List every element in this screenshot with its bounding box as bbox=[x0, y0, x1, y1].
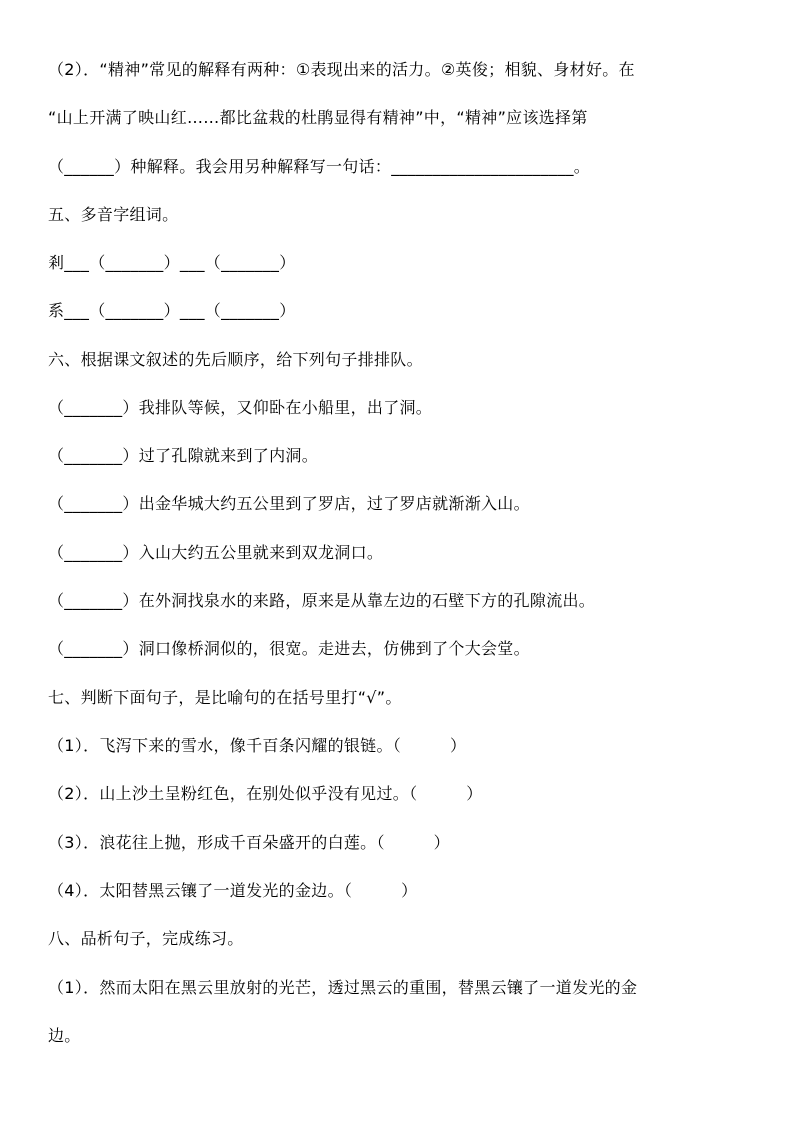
section-7-item[interactable]: （3）．浪花往上抛，形成千百朵盛开的白莲。（ ） bbox=[48, 833, 450, 852]
section-8-q1-line-2: 边。 bbox=[48, 1026, 81, 1045]
section-6-item[interactable]: （_______）出金华城大约五公里到了罗店，过了罗店就渐渐入山。 bbox=[48, 494, 530, 513]
section-5-heading: 五、多音字组词。 bbox=[48, 205, 179, 224]
section-5-row-1[interactable]: 剎___（_______）___（_______） bbox=[48, 253, 296, 272]
section-7-item[interactable]: （1）．飞泻下来的雪水，像千百条闪耀的银链。（ ） bbox=[48, 736, 467, 755]
section-7-item[interactable]: （4）．太阳替黑云镶了一道发光的金边。（ ） bbox=[48, 881, 418, 900]
section-6-heading: 六、根据课文叙述的先后顺序，给下列句子排排队。 bbox=[48, 350, 423, 369]
section-6-item[interactable]: （_______）我排队等候，又仰卧在小船里，出了洞。 bbox=[48, 398, 433, 417]
section-6-item[interactable]: （_______）入山大约五公里就来到双龙洞口。 bbox=[48, 543, 384, 562]
section-8-heading: 八、品析句子，完成练习。 bbox=[48, 929, 244, 948]
q4-2-line-2: “山上开满了映山红……都比盆栽的杜鹃显得有精神”中，“精神”应该选择第 bbox=[48, 108, 588, 127]
section-6-item[interactable]: （_______）洞口像桥洞似的，很宽。走进去，仿佛到了个大会堂。 bbox=[48, 639, 530, 658]
section-8-q1-line-1: （1）．然而太阳在黑云里放射的光芒，透过黑云的重围，替黑云镶了一道发光的金 bbox=[48, 978, 638, 997]
section-6-item[interactable]: （_______）过了孔隙就来到了内洞。 bbox=[48, 446, 319, 465]
q4-2-line-3[interactable]: （______）种解释。我会用另种解释写一句话：______________________。 bbox=[48, 157, 591, 176]
section-5-row-2[interactable]: 系___（_______）___（_______） bbox=[48, 301, 296, 320]
section-7-item[interactable]: （2）．山上沙土呈粉红色，在别处似乎没有见过。（ ） bbox=[48, 784, 483, 803]
section-7-heading: 七、判断下面句子，是比喻句的在括号里打“√”。 bbox=[48, 688, 402, 707]
section-6-item[interactable]: （_______）在外洞找泉水的来路，原来是从靠左边的石壁下方的孔隙流出。 bbox=[48, 591, 596, 610]
q4-2-line-1: （2）．“精神”常见的解释有两种：①表现出来的活力。②英俊；相貌、身材好。在 bbox=[48, 60, 635, 79]
